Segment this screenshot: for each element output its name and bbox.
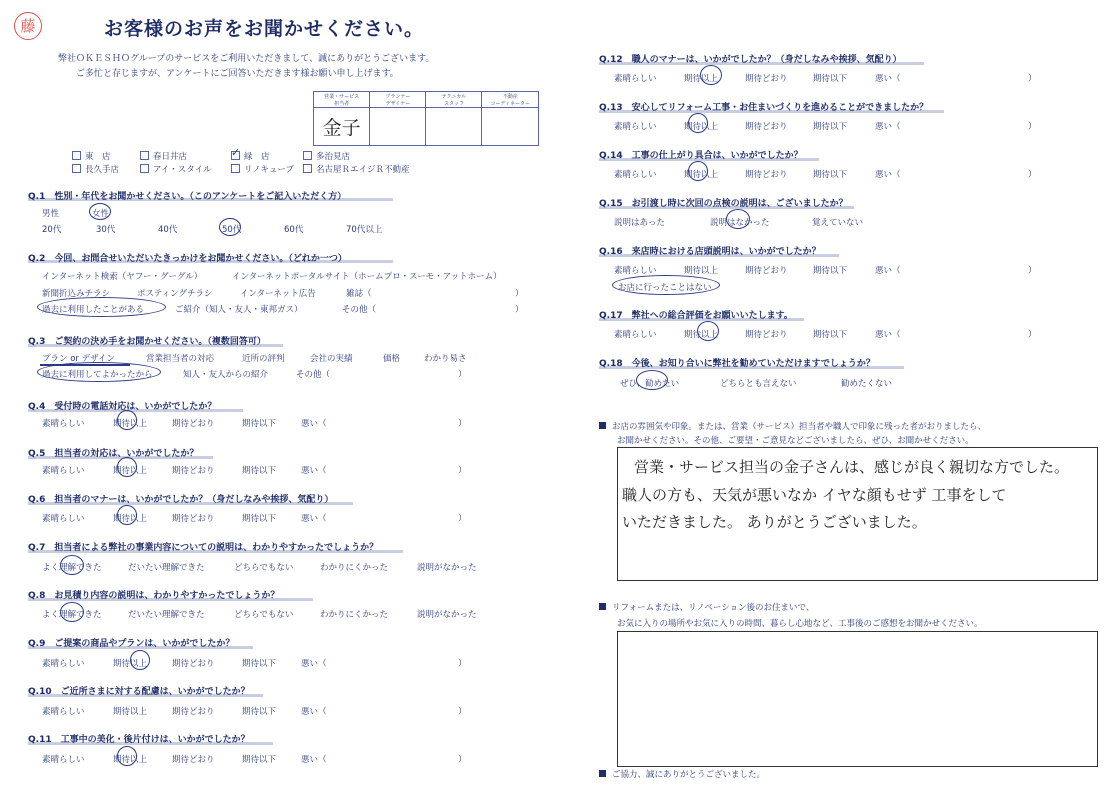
store-tokyo[interactable]: 東 店 xyxy=(72,150,111,162)
q17-bad-close: ） xyxy=(1028,330,1037,340)
q3-used-good[interactable]: 過去に利用してよかったから xyxy=(42,370,153,380)
q1-title: Q.1 性別・年代をお聞かせください。（このアンケートをご記入いただく方） xyxy=(28,192,347,202)
q11-bad-close: ） xyxy=(458,755,467,765)
q5-excellent[interactable]: 素晴らしい xyxy=(42,466,85,476)
q1-male[interactable]: 男性 xyxy=(42,209,60,219)
q18-title: Q.18 今後、お知り合いに弊社を勧めていただけますでしょうか？ xyxy=(599,359,875,369)
q3-price[interactable]: 価格 xyxy=(383,354,401,364)
stamp-text: 藤 xyxy=(20,17,36,35)
q8-none[interactable]: 説明がなかった xyxy=(417,610,477,620)
q2-newspaper[interactable]: 新聞折込みチラシ xyxy=(42,289,111,299)
q1-age-70[interactable]: 70代以上 xyxy=(346,225,383,235)
comment-handwritten-line-3: いただきました。 ありがとうございました。 xyxy=(622,513,927,531)
q8-mostly[interactable]: だいたい理解できた xyxy=(128,610,205,620)
q13-above[interactable]: 期待以上 xyxy=(684,122,719,132)
q16-bad[interactable]: 悪い（ xyxy=(875,266,901,276)
q2-referral[interactable]: ご紹介（知人・友人・東邦ガス） xyxy=(175,305,303,315)
comment-box-after-renovation[interactable] xyxy=(617,631,1098,767)
q6-title: Q.6 担当者のマナーは、いかがでしたか？（身だしなみや挨拶、気配り） xyxy=(28,495,334,505)
q3-title: Q.3 ご契約の決め手をお聞かせください。（複数回答可） xyxy=(28,337,266,347)
q11-above[interactable]: 期待以上 xyxy=(113,755,148,765)
q11-excellent[interactable]: 素晴らしい xyxy=(42,755,85,765)
q4-title: Q.4 受付時の電話対応は、いかがでしたか？ xyxy=(28,402,217,412)
q11-title: Q.11 工事中の美化・後片付けは、いかがでしたか？ xyxy=(28,735,250,745)
q10-bad-close: ） xyxy=(458,707,467,717)
square-bullet-icon xyxy=(599,770,606,777)
q9-above[interactable]: 期待以上 xyxy=(113,659,148,669)
q5-above-mark xyxy=(117,457,137,477)
square-bullet-icon xyxy=(599,422,606,429)
staff-header-realestate: 不動産 コーディネーター xyxy=(482,92,539,108)
q12-bad-close: ） xyxy=(1028,74,1037,84)
q17-expected[interactable]: 期待どおり xyxy=(745,330,788,340)
q14-title: Q.14 工事の仕上がり具合は、いかがでしたか？ xyxy=(599,151,803,161)
q9-bad-close: ） xyxy=(458,659,467,669)
q11-above-mark xyxy=(117,746,137,766)
q9-below[interactable]: 期待以下 xyxy=(242,659,277,669)
checkbox-checked-icon: ✓ xyxy=(231,146,241,159)
store-realestate[interactable]: 名古屋ＲエイジＲ不動産 xyxy=(303,163,410,175)
q15-explained[interactable]: 説明はあった xyxy=(614,218,665,228)
checkbox-icon xyxy=(72,151,81,160)
q6-above-mark xyxy=(117,505,137,525)
q13-bad-close: ） xyxy=(1028,122,1037,132)
q6-below[interactable]: 期待以下 xyxy=(242,514,277,524)
staff-sales-handwritten: 金子 xyxy=(322,117,361,139)
q16-excellent[interactable]: 素晴らしい xyxy=(614,266,657,276)
checkbox-icon xyxy=(72,164,81,173)
q3-sales-response[interactable]: 営業担当者の対応 xyxy=(146,354,215,364)
q9-title: Q.9 ご提案の商品やプランは、いかがでしたか？ xyxy=(28,639,235,649)
q4-above[interactable]: 期待以上 xyxy=(113,419,148,429)
q1-age-30[interactable]: 30代 xyxy=(96,225,116,235)
q2-search[interactable]: インターネット検索（ヤフー・グーグル） xyxy=(42,272,203,282)
q2-other-close: ） xyxy=(515,305,524,315)
q3-other-close: ） xyxy=(458,370,467,380)
q12-excellent[interactable]: 素晴らしい xyxy=(614,74,657,84)
q13-bad[interactable]: 悪い（ xyxy=(875,122,901,132)
comment-box-impressions[interactable] xyxy=(617,447,1098,581)
q13-above-mark xyxy=(688,113,708,133)
q2-netad[interactable]: インターネット広告 xyxy=(240,289,316,299)
footer-thanks: ご協力、誠にありがとうございました。 xyxy=(599,768,765,780)
q12-above[interactable]: 期待以上 xyxy=(684,74,719,84)
checkbox-icon xyxy=(303,164,312,173)
comment-handwritten-line-1: 営業・サービス担当の金子さんは、感じが良く親切な方でした。 xyxy=(634,458,1070,476)
q1-age-40[interactable]: 40代 xyxy=(158,225,178,235)
q7-hard[interactable]: わかりにくかった xyxy=(320,563,389,573)
staff-sales-cell xyxy=(314,108,370,146)
q10-expected[interactable]: 期待どおり xyxy=(172,707,215,717)
q2-magazine[interactable]: 雑誌（ xyxy=(346,289,372,299)
q5-title: Q.5 担当者の対応は、いかがでしたか？ xyxy=(28,449,199,459)
q11-below[interactable]: 期待以下 xyxy=(242,755,277,765)
checkbox-icon xyxy=(140,164,149,173)
q3-plan[interactable]: プラン or デザイン xyxy=(42,354,116,364)
q10-excellent[interactable]: 素晴らしい xyxy=(42,707,85,717)
q18-recommend-mark xyxy=(636,370,668,390)
q6-expected[interactable]: 期待どおり xyxy=(172,514,215,524)
q12-bad[interactable]: 悪い（ xyxy=(875,74,901,84)
store-midori[interactable]: ✓ 緑 店 xyxy=(231,146,270,162)
q5-bad-close: ） xyxy=(458,466,467,476)
store-nagakute[interactable]: 長久手店 xyxy=(72,163,119,175)
staff-header-sales: 営業・サービス 担当者 xyxy=(314,92,370,108)
q5-above[interactable]: 期待以上 xyxy=(113,466,148,476)
q9-above-mark xyxy=(130,650,150,670)
q14-bad-close: ） xyxy=(1028,170,1037,180)
q6-bad[interactable]: 悪い（ xyxy=(301,514,327,524)
q1-age-60[interactable]: 60代 xyxy=(284,225,304,235)
q6-excellent[interactable]: 素晴らしい xyxy=(42,514,85,524)
store-istyle[interactable]: アイ・スタイル xyxy=(140,163,212,175)
q14-above[interactable]: 期待以上 xyxy=(684,170,719,180)
q7-title: Q.7 担当者による弊社の事業内容についての説明は、わかりやすかったでしょうか？ xyxy=(28,543,379,553)
store-tajimi[interactable]: 多治見店 xyxy=(303,150,350,162)
q8-well[interactable]: よく理解できた xyxy=(42,610,102,620)
q9-bad[interactable]: 悪い（ xyxy=(301,659,327,669)
q14-excellent[interactable]: 素晴らしい xyxy=(614,170,657,180)
q6-above[interactable]: 期待以上 xyxy=(113,514,148,524)
q10-title: Q.10 ご近所さまに対する配慮は、いかがでしたか？ xyxy=(28,687,250,697)
q15-dont-remember[interactable]: 覚えていない xyxy=(812,218,864,228)
q7-neutral[interactable]: どちらでもない xyxy=(234,563,294,573)
q16-never-visited[interactable]: お店に行ったことはない xyxy=(618,283,712,293)
page-title: お客様のお声をお聞かせください。 xyxy=(104,18,425,40)
store-renocube[interactable]: リノキューブ xyxy=(231,163,294,175)
approval-stamp xyxy=(14,12,42,40)
q2-used-before-mark xyxy=(37,297,166,317)
q8-neutral[interactable]: どちらでもない xyxy=(234,610,294,620)
q16-below[interactable]: 期待以下 xyxy=(813,266,848,276)
comment-prompt-1b: お聞かせください。その他、ご要望・ご意見などございましたら、ぜひ、お聞かせください。 xyxy=(617,436,974,446)
q4-bad[interactable]: 悪い（ xyxy=(301,419,327,429)
q10-bad[interactable]: 悪い（ xyxy=(301,707,327,717)
q17-bad[interactable]: 悪い（ xyxy=(875,330,901,340)
q17-excellent[interactable]: 素晴らしい xyxy=(614,330,657,340)
q10-below[interactable]: 期待以下 xyxy=(242,707,277,717)
q13-title: Q.13 安心してリフォーム工事・お住まいづくりを進めることができましたか？ xyxy=(599,103,929,113)
q1-age-20[interactable]: 20代 xyxy=(42,225,62,235)
q1-age-50-mark xyxy=(219,218,241,236)
q4-bad-close: ） xyxy=(458,419,467,429)
q3-clarity[interactable]: わかり易さ xyxy=(424,354,467,364)
q2-posting[interactable]: ポスティングチラシ xyxy=(137,289,213,299)
comment-prompt-2a: リフォームまたは、リノベーション後のお住まいで、 xyxy=(599,601,814,613)
q13-below[interactable]: 期待以下 xyxy=(813,122,848,132)
q5-expected[interactable]: 期待どおり xyxy=(172,466,215,476)
q15-not-explained-mark xyxy=(726,209,750,229)
q11-expected[interactable]: 期待どおり xyxy=(172,755,215,765)
staff-technical-cell xyxy=(426,108,482,146)
q6-bad-close: ） xyxy=(458,514,467,524)
q3-friend-referral[interactable]: 知人・友人からの紹介 xyxy=(183,370,269,380)
staff-table xyxy=(313,91,539,146)
q14-above-mark xyxy=(688,161,708,181)
q10-above[interactable]: 期待以上 xyxy=(113,707,148,717)
q14-below[interactable]: 期待以下 xyxy=(813,170,848,180)
q5-below[interactable]: 期待以下 xyxy=(242,466,277,476)
comment-prompt-1a: お店の雰囲気や印象。または、営業（サービス）担当者や職人で印象に残った者がおりましたら、 xyxy=(599,420,986,432)
q1-female-mark xyxy=(89,203,111,220)
q8-title: Q.8 お見積り内容の説明は、わかりやすかったでしょうか？ xyxy=(28,591,280,601)
q17-above-mark xyxy=(697,321,719,341)
q18-not-recommend[interactable]: 勧めたくない xyxy=(841,379,893,389)
q13-excellent[interactable]: 素晴らしい xyxy=(614,122,657,132)
q9-excellent[interactable]: 素晴らしい xyxy=(42,659,85,669)
q12-title: Q.12 職人のマナーは、いかがでしたか？（身だしなみや挨拶、気配り） xyxy=(599,55,902,65)
intro-line-2: ご多忙と存じますが、アンケートにご回答いただきます様お願い申し上げます。 xyxy=(76,69,399,79)
q12-above-mark xyxy=(700,65,722,85)
q3-other[interactable]: その他（ xyxy=(296,370,331,380)
q1-age-50[interactable]: 50代 xyxy=(222,225,242,235)
q16-title: Q.16 来店時における店頭説明は、いかがでしたか？ xyxy=(599,247,821,257)
q7-well[interactable]: よく理解できた xyxy=(42,563,102,573)
q15-title: Q.15 お引渡し時に次回の点検の説明は、ございましたか？ xyxy=(599,199,848,209)
q16-expected[interactable]: 期待どおり xyxy=(745,266,788,276)
q9-expected[interactable]: 期待どおり xyxy=(172,659,215,669)
q5-bad[interactable]: 悪い（ xyxy=(301,466,327,476)
q2-used-before[interactable]: 過去に利用したことがある xyxy=(42,305,145,315)
q2-portal[interactable]: インターネットポータルサイト（ホームプロ・スーモ・アットホーム） xyxy=(232,272,502,282)
q16-never-visited-mark xyxy=(612,275,720,295)
q3-used-good-mark xyxy=(37,362,161,382)
q4-expected[interactable]: 期待どおり xyxy=(172,419,215,429)
q14-expected[interactable]: 期待どおり xyxy=(745,170,788,180)
q7-well-mark xyxy=(60,555,84,575)
q8-well-mark xyxy=(60,602,84,622)
checkbox-icon xyxy=(231,164,240,173)
q15-not-explained[interactable]: 説明はなかった xyxy=(710,218,770,228)
intro-line-1: 弊社ＯＫＥＳＨＯグループのサービスをご利用いただきまして、誠にありがとうございます。 xyxy=(58,54,435,64)
q18-recommend[interactable]: ぜひ、勧めたい xyxy=(620,379,680,389)
staff-header-planner: プランナー デザイナー xyxy=(370,92,426,108)
q2-title: Q.2 今回、お問合せいただいたきっかけをお聞かせください。（どれか一つ） xyxy=(28,254,347,264)
q11-bad[interactable]: 悪い（ xyxy=(301,755,327,765)
q17-above[interactable]: 期待以上 xyxy=(684,330,719,340)
q12-expected[interactable]: 期待どおり xyxy=(745,74,788,84)
q16-bad-close: ） xyxy=(1028,266,1037,276)
q16-above[interactable]: 期待以上 xyxy=(684,266,719,276)
staff-realestate-cell xyxy=(482,108,539,146)
checkbox-icon xyxy=(140,151,149,160)
q2-other[interactable]: その他（ xyxy=(342,305,377,315)
checkbox-icon xyxy=(303,151,312,160)
staff-planner-cell xyxy=(370,108,426,146)
q4-excellent[interactable]: 素晴らしい xyxy=(42,419,85,429)
q13-expected[interactable]: 期待どおり xyxy=(745,122,788,132)
q4-below[interactable]: 期待以下 xyxy=(242,419,277,429)
q2-magazine-close: ） xyxy=(515,289,524,299)
q14-bad[interactable]: 悪い（ xyxy=(875,170,901,180)
q7-none[interactable]: 説明がなかった xyxy=(417,563,477,573)
q18-neutral[interactable]: どちらとも言えない xyxy=(720,379,797,389)
q3-track-record[interactable]: 会社の実績 xyxy=(310,354,353,364)
staff-header-technical: テクニカル スタッフ xyxy=(426,92,482,108)
q4-above-mark xyxy=(117,410,137,430)
square-bullet-icon xyxy=(599,603,606,610)
store-kasugai[interactable]: 春日井店 xyxy=(140,150,187,162)
q8-hard[interactable]: わかりにくかった xyxy=(320,610,389,620)
q17-title: Q.17 弊社への総合評価をお願いいたします。 xyxy=(599,311,793,321)
comment-prompt-2b: お気に入りの場所やお気に入りの時間、暮らし心地など、工事後のご感想をお聞かせください。 xyxy=(617,619,983,629)
q7-mostly[interactable]: だいたい理解できた xyxy=(128,563,205,573)
comment-handwritten-line-2: 職人の方も、天気が悪いなか イヤな顔もせず 工事をして xyxy=(622,486,1007,504)
q12-below[interactable]: 期待以下 xyxy=(813,74,848,84)
q17-below[interactable]: 期待以下 xyxy=(813,330,848,340)
q1-female[interactable]: 女性 xyxy=(92,209,110,219)
q3-reputation[interactable]: 近所の評判 xyxy=(242,354,285,364)
